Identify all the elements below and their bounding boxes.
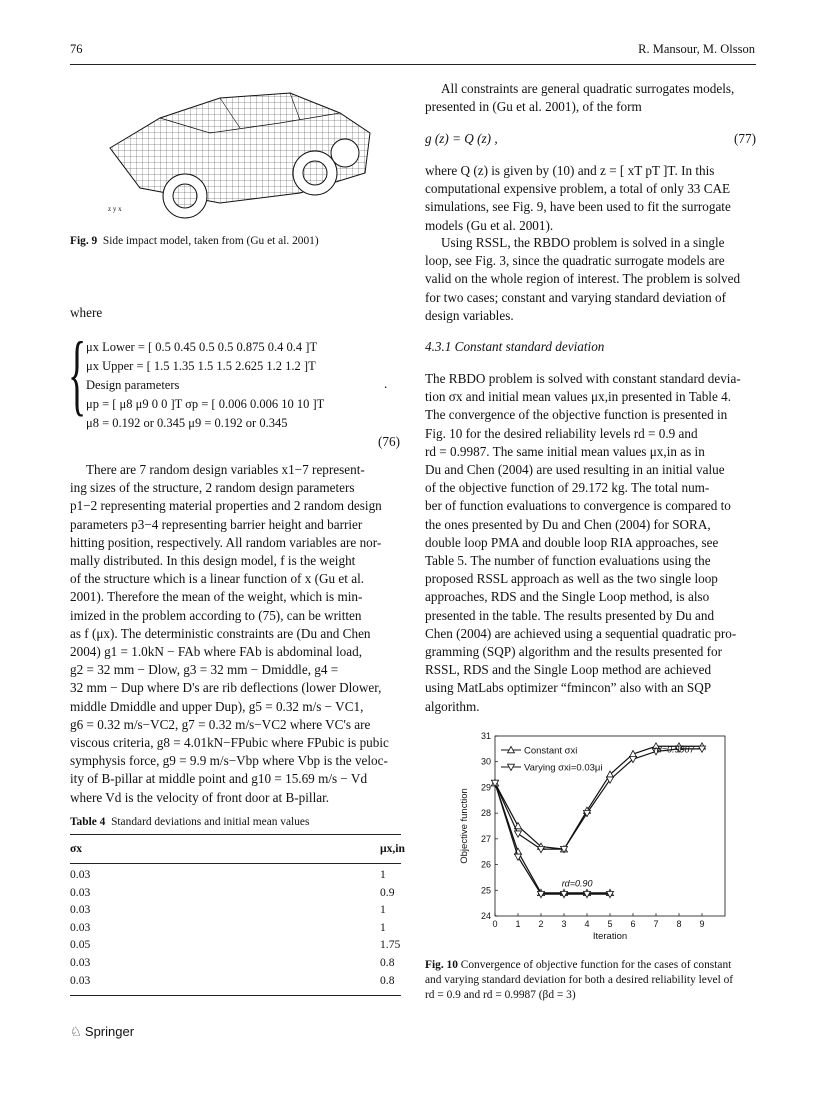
table4-bottom-rule [70,995,401,996]
right-paragraph-4-line: the ones presented by Du and Chen (2004) for SORA, [425,516,711,532]
y-tick-label: 29 [480,782,491,793]
eq76-line: Design parameters [86,378,180,392]
left-paragraph-line: g2 = 32 mm − Dlow, g3 = 32 mm − Dmiddle, g4 = [70,662,339,678]
table-cell-sigma: 0.03 [70,955,91,969]
table-row [70,921,401,939]
right-paragraph-1-line: presented in (Gu et al. 2001), of the form [425,99,642,115]
page-number: 76 [70,42,83,56]
series-line [495,783,610,894]
x-tick-label: 9 [699,919,705,929]
table-cell-sigma: 0.03 [70,973,91,987]
left-paragraph-line: where Vd is the velocity of front door at B-pillar. [70,789,330,805]
left-paragraph-line: middle Dmiddle and upper Dup), g5 = 0.32 m/s − VC1, [70,698,364,714]
table-row [70,886,401,904]
section-heading: 4.3.1 Constant standard deviation [425,339,605,354]
legend-entry: Constant σxi [524,745,578,757]
table-cell-sigma: 0.03 [70,868,91,881]
right-paragraph-4-line: Fig. 10 for the desired reliability levels rd = 0.9 and [425,425,698,441]
eq76-trailing-dot: . [384,376,388,391]
right-paragraph-4-line: RSSL, RDS and the Single Loop method are achieved [425,662,712,678]
eq76-brace: { [68,325,87,426]
annotation-rd-090: rd=0.90 [561,878,593,889]
right-paragraph-3-line: Using RSSL, the RBDO problem is solved in a single [441,235,725,250]
left-paragraph-line: of the structure which is a linear function of x (Gu et al. [70,571,365,587]
y-axis-label: Objective function [459,788,470,864]
table4-caption-text: Standard deviations and initial mean values [111,816,310,828]
right-paragraph-4-line: rd = 0.9987. The same initial mean values μx,in as in [425,443,705,459]
running-authors: R. Mansour, M. Olsson [638,42,755,56]
left-paragraph-line: g6 = 0.32 m/s−VC2, g7 = 0.32 m/s−VC2 where VC's are [70,716,371,732]
fig9-caption [70,234,319,249]
y-tick-label: 30 [480,756,491,767]
right-paragraph-2-line: where Q (z) is given by (10) and z = [ xT pT ]T. In this [425,163,715,178]
left-paragraph-line: symphysis force, g9 = 9.9 m/s−Vbp where Vbp is the veloc- [70,753,388,769]
equation-76 [86,338,386,433]
eq76-number: (76) [378,434,400,449]
y-tick-label: 27 [480,833,491,844]
x-axis-label: Iteration [592,931,628,942]
table-cell-sigma: 0.05 [70,938,91,952]
springer-logo [70,1024,134,1040]
right-paragraph-4-line: The RBDO problem is solved with constant standard devia- [425,371,741,386]
right-paragraph-2 [425,162,756,235]
y-tick-label: 25 [480,885,491,896]
table-cell-mu: 1 [380,903,386,917]
table-row [70,868,401,886]
right-paragraph-4-line: The convergence of the objective function is presented in [425,407,728,423]
left-paragraph-line: mally distributed. In this design model, f is the weight [70,553,356,569]
fig10-caption [425,958,756,1003]
right-paragraph-2-line: computational expensive problem, a total of only 33 CAE [425,181,731,197]
x-tick-label: 1 [515,919,521,929]
where-text: where [70,305,103,320]
left-paragraph-line: imized in the problem according to (75), can be written [70,607,362,623]
convergence-chart [455,726,735,948]
table-row [70,938,401,956]
right-paragraph-1-line: All constraints are general quadratic surrogates models, [441,81,735,96]
eq76-line: μ8 = 0.192 or 0.345 μ9 = 0.192 or 0.345 [86,416,288,430]
right-paragraph-4-line: Du and Chen (2004) are used resulting in an initial value [425,462,725,478]
left-paragraph-line: There are 7 random design variables x1−7 represent- [86,462,365,477]
right-paragraph-4-line: of the objective function of 29.172 kg. The total num- [425,480,710,496]
x-tick-label: 6 [630,919,636,929]
left-paragraph-line: hitting position, respectively. All random variables are nor- [70,534,382,550]
y-tick-label: 26 [480,859,491,870]
annotation-rd-09987: rd=0.9987 [653,744,695,755]
right-paragraph-2-line: simulations, see Fig. 9, have been used to fit the surrogate [425,199,731,215]
x-tick-label: 4 [584,919,590,929]
x-tick-label: 5 [607,919,613,929]
header-rule [70,64,756,65]
fig10-caption-line: and varying standard deviation for both a desired reliability level of [425,974,734,986]
left-paragraph-line: viscous criteria, g8 = 4.01kN−FPubic where FPubic is pubic [70,735,389,751]
right-paragraph-4-line: double loop PMA and double loop RIA approaches, see [425,534,719,550]
left-paragraph-line: 32 mm − Dup where D's are rib deflections (lower Dlower, [70,680,382,696]
right-paragraph-4-line: tion σx and initial mean values μx,in presented in Table 4. [425,389,731,405]
right-paragraph-3-line: for two cases; constant and varying standard deviation of [425,289,727,305]
table4-header-sigma: σx [70,842,83,855]
data-point [515,831,522,837]
eq77-number: (77) [734,131,756,146]
table4-caption [70,815,309,830]
table-cell-mu: 0.8 [380,973,395,987]
right-paragraph-2-line: models (Gu et al. 2001). [425,217,554,233]
table4-header-mu: μx,in [380,842,405,855]
table-cell-mu: 0.9 [380,885,395,899]
table-row [70,974,401,992]
table-cell-mu: 1 [380,868,386,881]
table-row [70,956,401,974]
fig9-caption-text: Side impact model, taken from (Gu et al. 2001) [102,235,319,247]
springer-horse-icon: ♘ [70,1024,82,1039]
side-impact-model-image [100,78,380,228]
table4-top-rule [70,834,401,835]
left-paragraph-line: as f (μx). The deterministic constraints are (Du and Chen [70,625,371,641]
x-tick-label: 8 [676,919,682,929]
x-tick-label: 0 [492,919,498,929]
right-paragraph-4 [425,370,756,716]
right-paragraph-3 [425,234,756,325]
fig9-caption-label: Fig. 9 [70,235,98,247]
right-paragraph-4-line: gramming (SQP) algorithm and the results presented for [425,644,723,660]
legend-entry: Varying σxi=0.03μi [524,762,603,774]
axis-triad: z y x [108,205,122,213]
y-tick-label: 31 [480,731,491,741]
x-tick-label: 7 [653,919,659,929]
table4-body [70,868,401,991]
left-paragraph-line: parameters p3−4 representing barrier height and barrier [70,516,363,532]
table-cell-sigma: 0.03 [70,920,91,934]
left-paragraph [70,461,401,807]
table-cell-mu: 0.8 [380,955,395,969]
right-paragraph-4-line: Chen (2004) are achieved using a sequential quadratic pro- [425,625,737,641]
right-paragraph-4-line: using MatLabs optimizer “fmincon” also with an SQP [425,680,712,696]
table-cell-sigma: 0.03 [70,885,91,899]
right-paragraph-1 [425,80,756,116]
left-paragraph-line: 2001). Therefore the mean of the weight, which is min- [70,589,363,605]
table-row [70,903,401,921]
eq76-line: μx Lower = [ 0.5 0.45 0.5 0.5 0.875 0.4 0.4 ]T [86,340,318,354]
y-tick-label: 24 [480,911,491,921]
x-tick-label: 3 [561,919,567,929]
publisher-name: Springer [84,1024,135,1039]
left-paragraph-line: 2004) g1 = 1.0kN − FAb where FAb is abdominal load, [70,644,363,660]
table-cell-mu: 1 [380,920,386,934]
table4-header-rule [70,863,401,864]
right-paragraph-4-line: algorithm. [425,698,480,714]
eq76-line: μp = [ μ8 μ9 0 0 ]T σp = [ 0.006 0.006 10 10 ]T [86,397,325,411]
table4-caption-label: Table 4 [70,816,106,828]
y-tick-label: 28 [480,808,491,819]
table-cell-mu: 1.75 [380,938,401,952]
right-paragraph-3-line: design variables. [425,307,514,323]
fig10-caption-line: rd = 0.9 and rd = 0.9987 (βd = 3) [425,989,576,1001]
right-paragraph-4-line: approaches, RDS and the Single Loop method, is also [425,589,710,605]
eq76-line: μx Upper = [ 1.5 1.35 1.5 1.5 2.625 1.2 1.2 ]T [86,359,316,373]
right-paragraph-3-line: valid on the whole region of interest. The problem is solved [425,271,741,287]
fig10-caption-line: Fig. 10 Convergence of objective function for the cases of constant [425,959,732,971]
equation-77: g (z) = Q (z) , [425,131,498,146]
left-paragraph-line: p1−2 representing material properties and 2 random design [70,498,382,514]
x-tick-label: 2 [538,919,544,929]
right-paragraph-4-line: presented in the table. The results presented by Du and [425,607,715,623]
right-paragraph-3-line: loop, see Fig. 3, since the quadratic surrogate models are [425,253,725,269]
left-paragraph-line: ing sizes of the structure, 2 random design parameters [70,480,355,496]
fig10-caption-label: Fig. 10 [425,959,461,971]
right-paragraph-4-line: Table 5. The number of function evaluations using the [425,553,711,569]
right-paragraph-4-line: proposed RSSL approach as well as the two single loop [425,571,718,587]
table-cell-sigma: 0.03 [70,903,91,917]
right-paragraph-4-line: ber of function evaluations to convergence is compared to [425,498,731,514]
left-paragraph-line: ity of B-pillar at middle point and g10 = 15.69 m/s − Vd [70,771,368,787]
